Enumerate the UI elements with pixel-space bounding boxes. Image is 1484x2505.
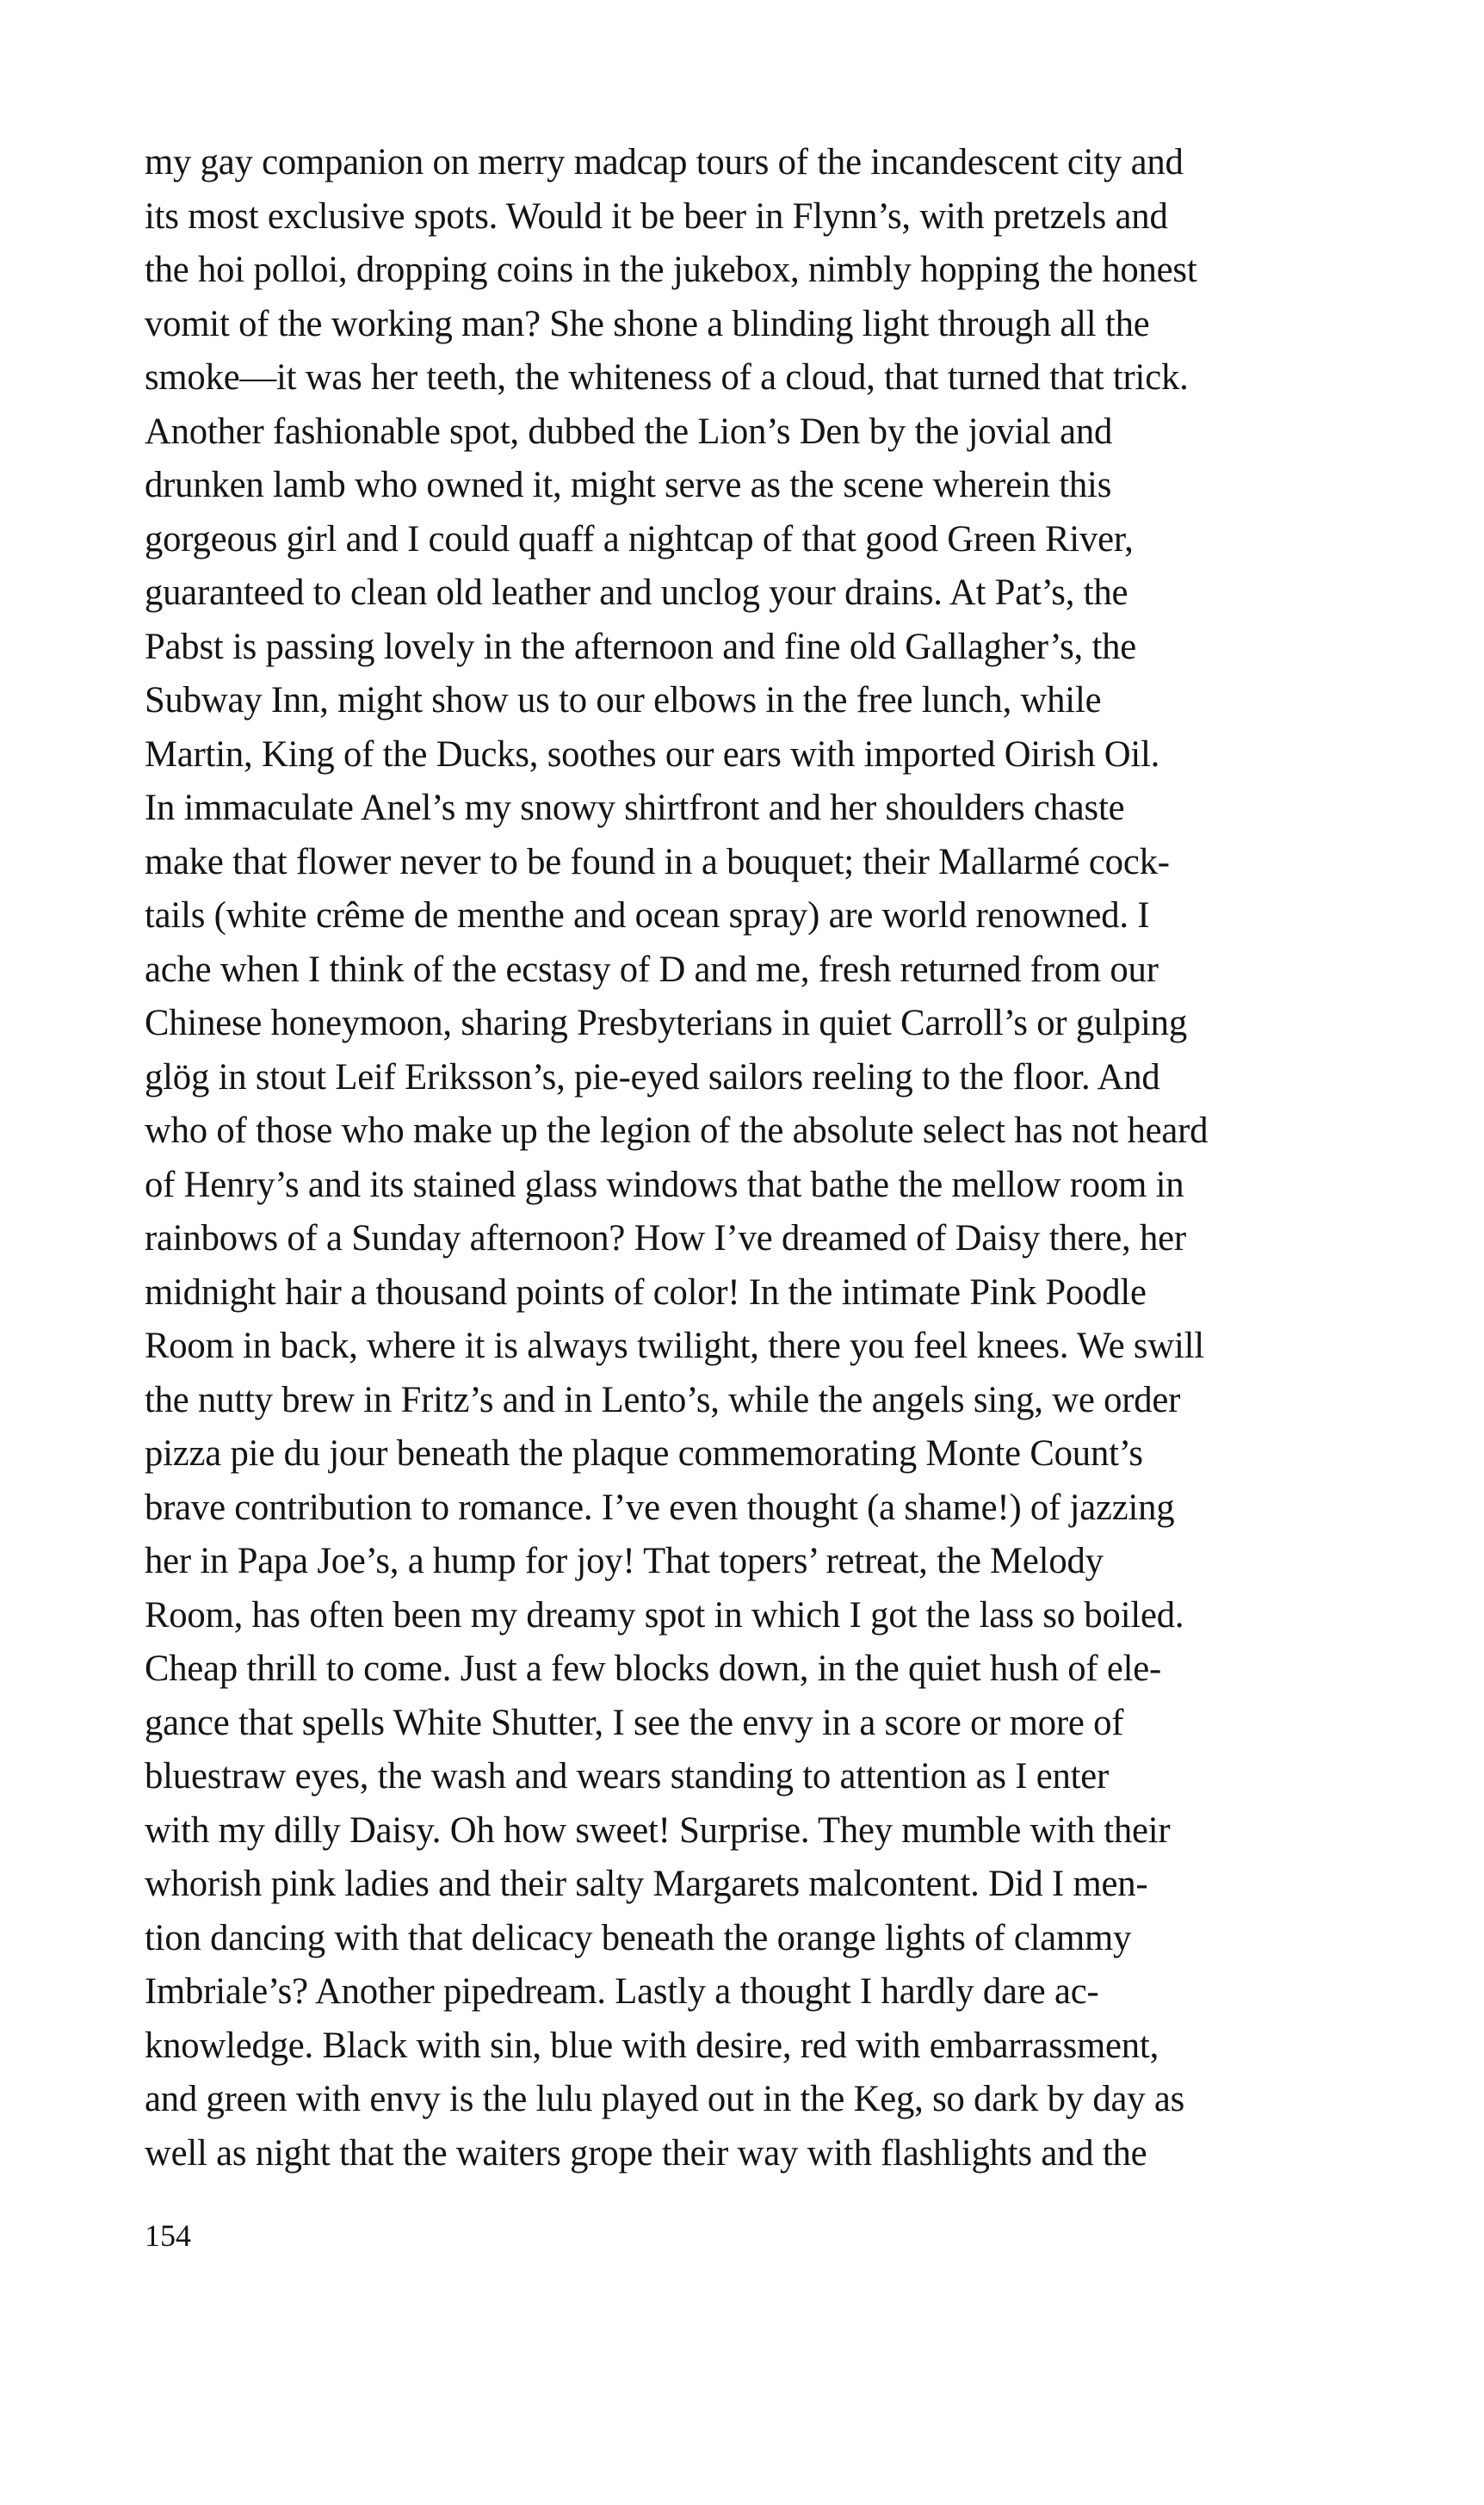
text-line: well as night that the waiters grope their way with flashlights and the bbox=[145, 2132, 1147, 2174]
text-line: Cheap thrill to come. Just a few blocks down, in the quiet hush of ele- bbox=[145, 1648, 1162, 1689]
text-line: knowledge. Black with sin, blue with desire, red with embarrassment, bbox=[145, 2025, 1159, 2066]
text-line: Room in back, where it is always twilight, there you feel knees. We swill bbox=[145, 1326, 1204, 1366]
text-line: gorgeous girl and I could quaff a nightcap of that good Green River, bbox=[145, 518, 1134, 560]
text-line: her in Papa Joe’s, a hump for joy! That topers’ retreat, the Melody bbox=[145, 1541, 1104, 1581]
text-line: Martin, King of the Ducks, soothes our ears with imported Oirish Oil. bbox=[145, 733, 1160, 775]
text-line: Subway Inn, might show us to our elbows in the free lunch, while bbox=[145, 680, 1102, 721]
page-number: 154 bbox=[145, 2218, 191, 2253]
text-line: whorish pink ladies and their salty Margarets malcontent. Did I men- bbox=[145, 1864, 1148, 1904]
text-line: of Henry’s and its stained glass windows that bathe the mellow room in bbox=[145, 1164, 1184, 1205]
text-line: smoke—it was her teeth, the whiteness of a cloud, that turned that trick. bbox=[145, 357, 1189, 398]
text-line: gance that spells White Shutter, I see the envy in a score or more of bbox=[145, 1702, 1124, 1743]
text-line: my gay companion on merry madcap tours of the incandescent city and bbox=[145, 142, 1184, 182]
text-line: glög in stout Leif Eriksson’s, pie-eyed sailors reeling to the floor. And bbox=[145, 1056, 1160, 1098]
text-line: who of those who make up the legion of the absolute select has not heard bbox=[145, 1110, 1209, 1151]
text-line: and green with envy is the lulu played out in the Keg, so dark by day as bbox=[145, 2079, 1185, 2119]
text-line: Imbriale’s? Another pipedream. Lastly a thought I hardly dare ac- bbox=[145, 1971, 1099, 2012]
text-line: Another fashionable spot, dubbed the Lion’s Den by the jovial and bbox=[145, 411, 1113, 452]
text-line: Room, has often been my dreamy spot in which I got the lass so boiled. bbox=[145, 1594, 1184, 1636]
text-line: pizza pie du jour beneath the plaque commemorating Monte Count’s bbox=[145, 1433, 1143, 1474]
text-line: the nutty brew in Fritz’s and in Lento’s, while the angels sing, we order bbox=[145, 1379, 1181, 1420]
text-line: bluestraw eyes, the wash and wears standing to attention as I enter bbox=[145, 1756, 1110, 1797]
text-line: tails (white crême de menthe and ocean spray) are world renowned. I bbox=[145, 895, 1150, 936]
text-line: brave contribution to romance. I’ve even thought (a shame!) of jazzing bbox=[145, 1487, 1175, 1528]
text-line: Pabst is passing lovely in the afternoon and fine old Gallagher’s, the bbox=[145, 626, 1137, 667]
text-line: midnight hair a thousand points of color! In the intimate Pink Poodle bbox=[145, 1271, 1147, 1313]
text-line: vomit of the working man? She shone a blinding light through all the bbox=[145, 303, 1150, 344]
text-line: In immaculate Anel’s my snowy shirtfront and her shoulders chaste bbox=[145, 788, 1125, 828]
text-line: rainbows of a Sunday afternoon? How I’ve dreamed of Daisy there, her bbox=[145, 1218, 1186, 1259]
text-line: tion dancing with that delicacy beneath the orange lights of clammy bbox=[145, 1917, 1132, 1958]
text-line: Chinese honeymoon, sharing Presbyterians in quiet Carroll’s or gulping bbox=[145, 1003, 1187, 1043]
text-line: guaranteed to clean old leather and unclog your drains. At Pat’s, the bbox=[145, 572, 1128, 613]
text-line: ache when I think of the ecstasy of D and me, fresh returned from our bbox=[145, 949, 1159, 990]
text-line: make that flower never to be found in a bouquet; their Mallarmé cock- bbox=[145, 841, 1170, 882]
text-line: the hoi polloi, dropping coins in the jukebox, nimbly hopping the honest bbox=[145, 250, 1197, 290]
body-text bbox=[145, 136, 1350, 2180]
text-line: with my dilly Daisy. Oh how sweet! Surprise. They mumble with their bbox=[145, 1809, 1171, 1851]
text-line: drunken lamb who owned it, might serve as the scene wherein this bbox=[145, 465, 1112, 505]
text-line: its most exclusive spots. Would it be beer in Flynn’s, with pretzels and bbox=[145, 195, 1168, 237]
